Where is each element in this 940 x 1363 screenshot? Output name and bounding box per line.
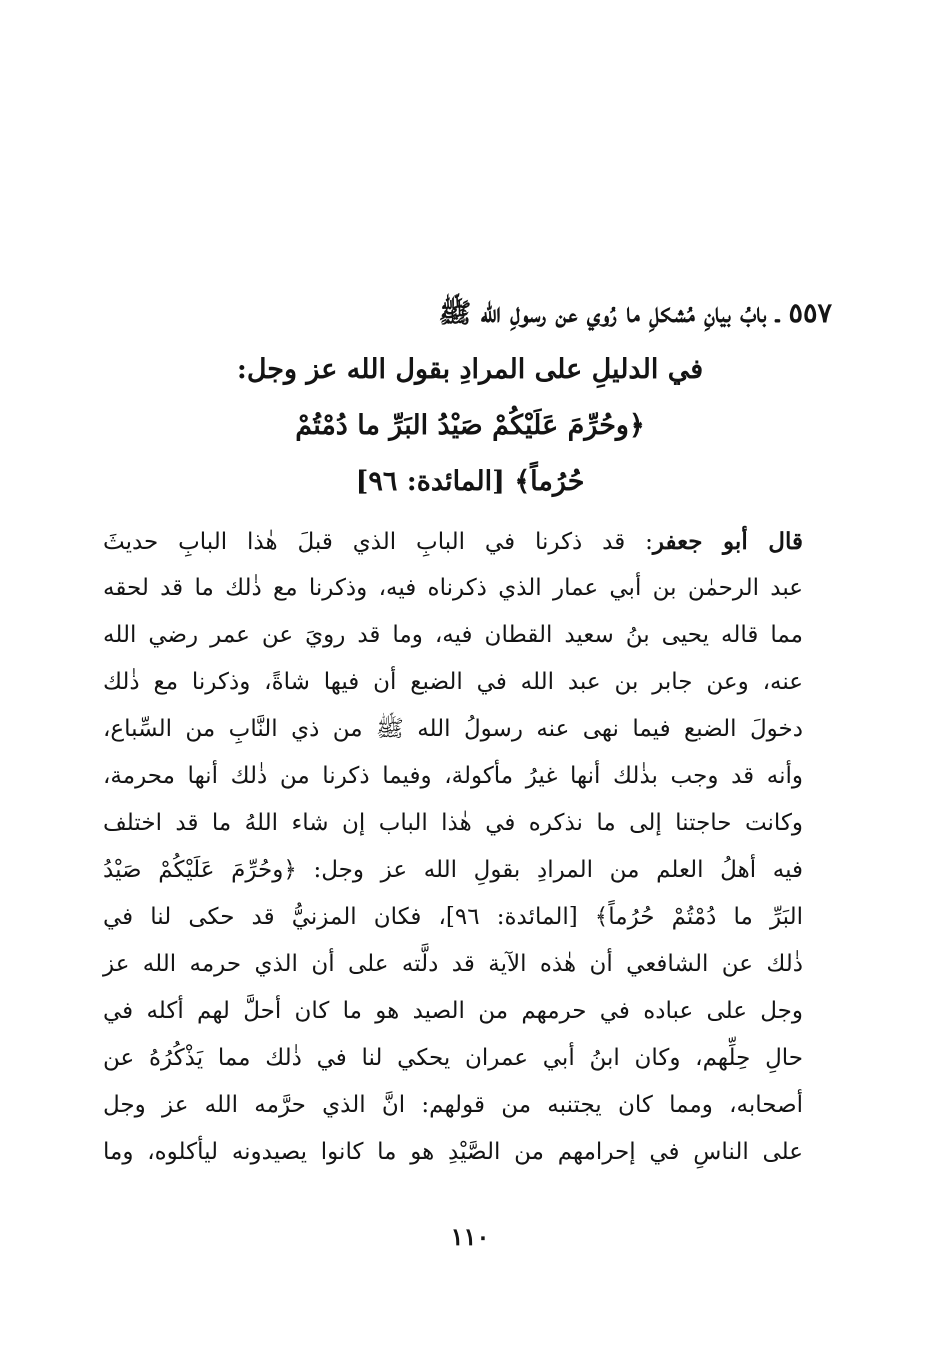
chapter-title: ٥٥٧ ـ بابُ بيانِ مُشكلِ ما رُوي عن رسولِ الله ﷺ <box>438 298 832 329</box>
body-line: فيه أهلُ العلم من المرادِ بقولِ الله عز وجل: ﴿وحُرِّمَ عَلَيْكُمْ صَيْدُ <box>103 857 803 883</box>
body-line: مما قاله يحيى بنُ سعيد القطان فيه، وما قد رويَ عن عمر رضي الله <box>103 622 803 648</box>
body-line-text: : قد ذكرنا في البابِ الذي قبلَ هٰذا البابِ حديثَ <box>103 529 653 555</box>
quran-verse-line-2: حُرُماً﴾ [المائدة: ٩٦] <box>355 466 585 497</box>
body-line: على الناسِ في إحرامهم من الصَّيْدِ هو ما كانوا يصيدونه ليأكلوه، وما <box>103 1139 803 1165</box>
body-line: عنه، وعن جابر بن عبد الله في الضبع أن فيها شاةً، وذكرنا مع ذٰلك <box>103 669 803 695</box>
chapter-heading <box>100 286 840 510</box>
body-line: وجل على عباده في حرمهم من الصيد هو ما كان أحلَّ لهم أكله في <box>103 998 803 1024</box>
body-line: عبد الرحمٰن بن أبي عمار الذي ذكرناه فيه، وذكرنا مع ذٰلك ما قد لحقه <box>103 575 803 601</box>
quran-verse-line-1: ﴿وحُرِّمَ عَلَيْكُمْ صَيْدُ البَرِّ ما دُمْتُمْ <box>295 410 645 441</box>
page-number: ١١٠ <box>450 1222 490 1251</box>
body-line <box>103 518 803 565</box>
body-line: ذٰلك عن الشافعي أن هٰذه الآية قد دلَّته على أن الذي حرمه الله عز <box>103 951 803 977</box>
body-text <box>103 518 803 1176</box>
chapter-subtitle: في الدليلِ على المرادِ بقول الله عز وجل: <box>236 354 704 385</box>
body-line: حالِ حِلِّهم، وكان ابنُ أبي عمران يحكي لنا في ذٰلك مما يَذْكُرُهُ عن <box>103 1045 803 1071</box>
body-line: أصحابه، ومما كان يجتنبه من قولهم: انَّ الذي حرَّمه الله عز وجل <box>103 1092 803 1118</box>
body-line: وأنه قد وجب بذٰلك أنها غيرُ مأكولة، وفيما ذكرنا من ذٰلك أنها محرمة، <box>103 763 803 789</box>
body-line: البَرِّ ما دُمْتُمْ حُرُماً﴾ [المائدة: ٩٦]، فكان المزنيُّ قد حكى لنا في <box>103 904 804 930</box>
body-line: دخولَ الضبع فيما نهى عنه رسولُ الله ﷺ من ذي النَّابِ من السِّباع، <box>103 716 803 742</box>
speaker-name: قال أبو جعفر <box>652 528 803 555</box>
body-line: وكانت حاجتنا إلى ما نذكره في هٰذا الباب إن شاء اللهُ ما قد اختلف <box>103 810 803 836</box>
